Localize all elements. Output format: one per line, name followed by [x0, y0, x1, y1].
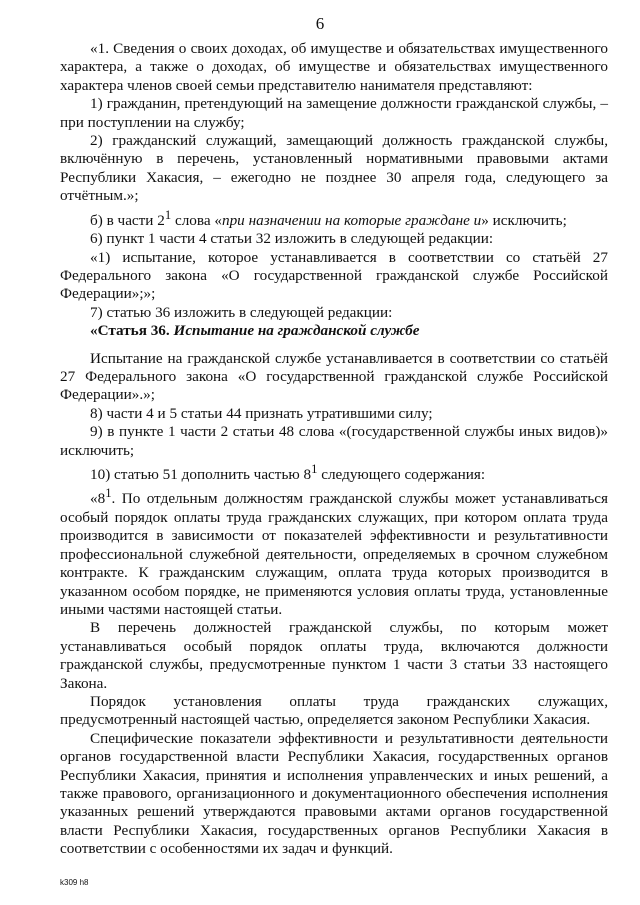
superscript: 1 [164, 207, 172, 222]
paragraph-11 [60, 460, 608, 484]
paragraph-4-middle: слова « [171, 211, 222, 229]
paragraph-1: «1. Сведения о своих доходах, об имуществе и обязательствах имущественного характера, а также о доходах, об имуществе и обязательствах имущественного характера членов своей семьи представителю нанимателя представляют: [60, 40, 608, 94]
paragraph-12-end: . По отдельным должностям гражданской службы может устанавливаться особый порядок оплаты труда гражданских служащих, при котором оплата труда производится в зависимости от показателей эффективности и результативности профессиональной служебной деятельности, определяемых в срочном служебном контракте. К гражданским служащим, оплата труда которых производится в указанном особом порядке, не применяются условия оплаты труда, установленные иными частями настоящей статьи. [60, 490, 608, 618]
paragraph-2: 1) гражданин, претендующий на замещение должности гражданской службы, – при поступлении на службу; [60, 95, 608, 131]
paragraph-4 [60, 206, 608, 230]
paragraph-11-end: следующего содержания: [317, 466, 486, 484]
paragraph-15: Специфические показатели эффективности и результативности деятельности органов государственной власти Республики Хакасия, государственных органов Республики Хакасия, принятия и исполнения управленческих и иных решений, а также правового, организационного и документационного обеспечения исполнения указанных решений утверждаются правовыми актами органов государственной власти Республики Хакасия, государственных органов Республики Хакасия в соответствии с особенностями их задач и функций. [60, 729, 608, 858]
footer-code: k309 h8 [60, 878, 89, 887]
paragraph-6: «1) испытание, которое устанавливается в соответствии со статьёй 27 Федерального закона «О государственной гражданской службе Российской Федерации»;»; [60, 248, 608, 303]
paragraph-12-start: «8 [90, 490, 106, 508]
document-body [60, 40, 608, 859]
paragraph-13: В перечень должностей гражданской службы, по которым может устанавливаться особый порядок оплаты труда, включаются должности гражданской службы, предусмотренные пунктом 1 части 3 статьи 33 настоящего Закона. [60, 619, 608, 692]
paragraph-7: 7) статью 36 изложить в следующей редакции: [90, 303, 393, 321]
paragraph-3: 2) гражданский служащий, замещающий должность гражданской службы, включённую в перечень, установленный нормативными правовыми актами Республики Хакасия, – ежегодно не позднее 30 апреля года, следующего за отчётным.»; [60, 132, 608, 205]
paragraph-11-start: 10) статью 51 дополнить частью 8 [90, 466, 312, 484]
italic-quote: при назначении на которые граждане и [221, 211, 482, 229]
superscript: 1 [311, 462, 318, 476]
page-number: 6 [315, 14, 325, 33]
paragraph-14: Порядок установления оплаты труда гражданских служащих, предусмотренный настоящей частью, определяется законом Республики Хакасия. [60, 693, 608, 729]
paragraph-4-end: » исключить; [481, 211, 567, 229]
paragraph-5: 6) пункт 1 части 4 статьи 32 изложить в следующей редакции: [90, 230, 494, 248]
paragraph-4-start: б) в части 2 [90, 211, 165, 229]
article-heading-prefix: «Статья 36. [90, 322, 174, 340]
article-heading [60, 322, 608, 340]
paragraph-12 [60, 484, 608, 619]
article-heading-title: Испытание на гражданской службе [173, 322, 420, 340]
superscript: 1 [105, 486, 112, 501]
paragraph-10: 9) в пункте 1 части 2 статьи 48 слова «(государственной службы иных видов)» исключить; [60, 423, 608, 459]
paragraph-9: 8) части 4 и 5 статьи 44 признать утратившими силу; [90, 404, 433, 422]
paragraph-8: Испытание на гражданской службе устанавливается в соответствии со статьёй 27 Федерального закона «О государственной гражданской службе Российской Федерации».»; [60, 349, 608, 404]
